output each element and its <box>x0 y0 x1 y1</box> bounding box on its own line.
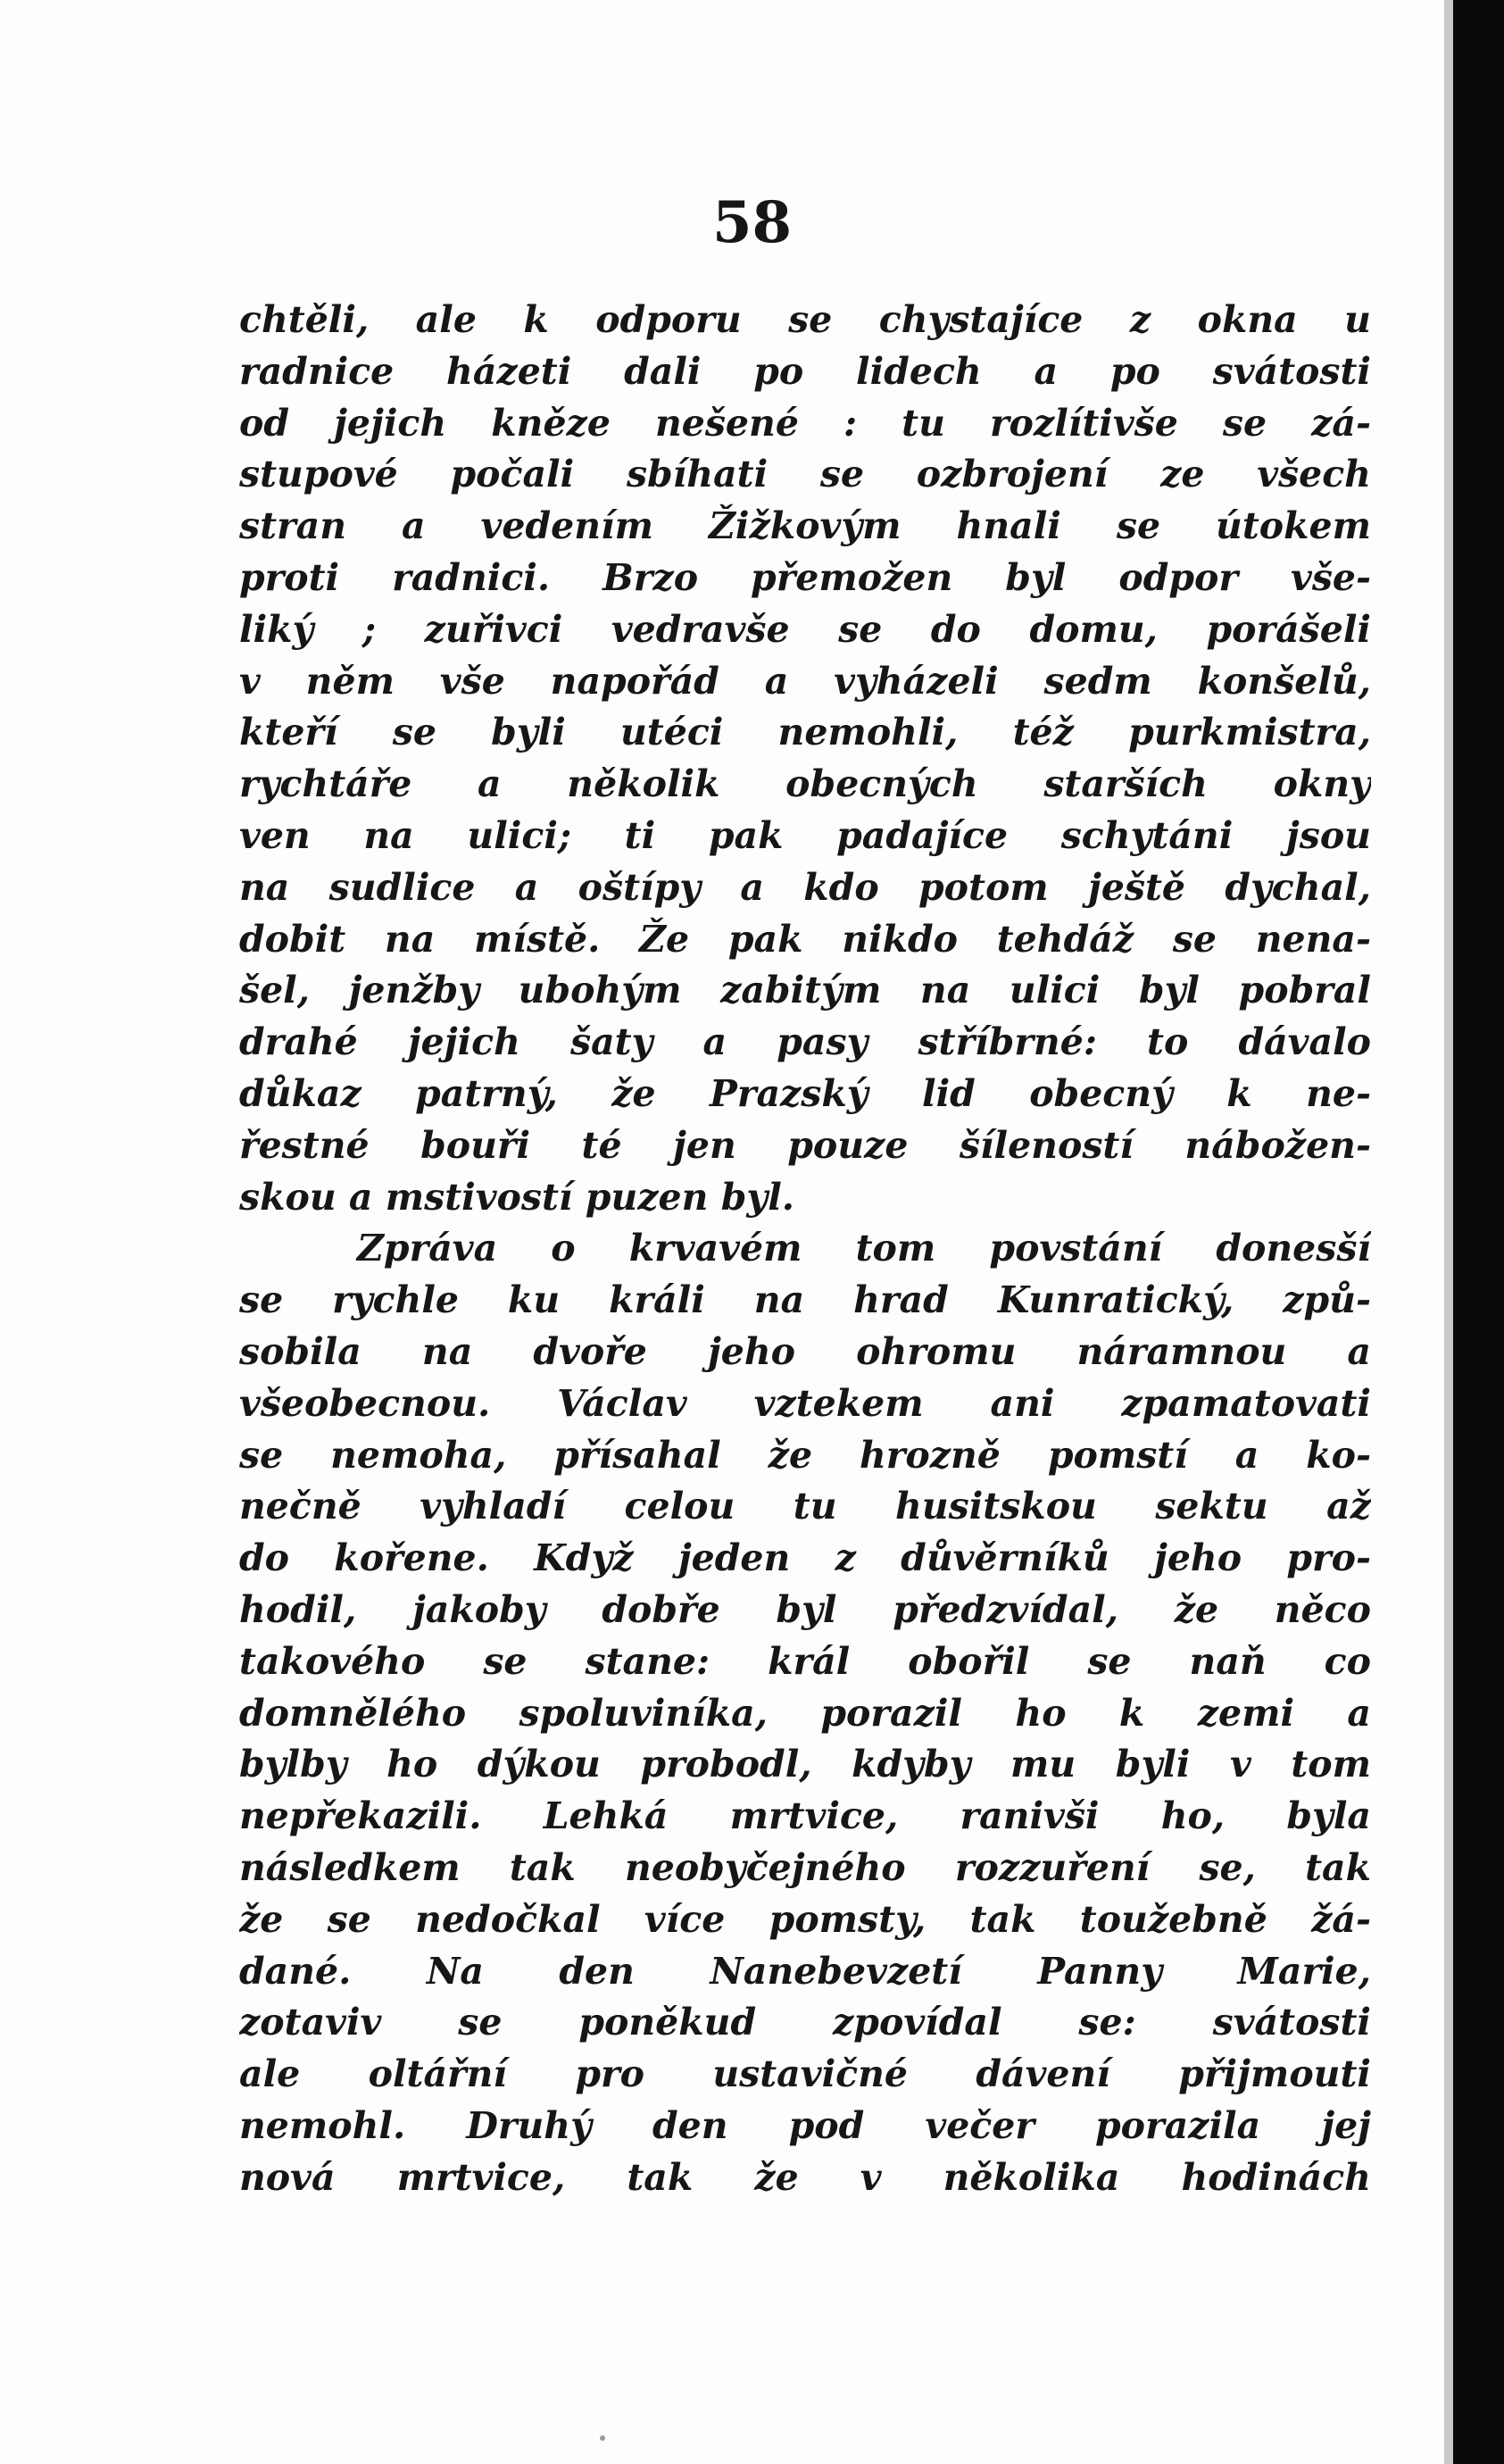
text-line: do kořene. Když jeden z důvěrníků jeho pro- <box>239 1536 1371 1580</box>
text-line: stupové počali sbíhati se ozbrojení ze všech <box>239 453 1371 496</box>
text-line: domnělého spoluviníka, porazil ho k zemi a <box>239 1691 1371 1735</box>
body-text <box>239 295 1371 2203</box>
text-line: bylby ho dýkou probodl, kdyby mu byli v tom <box>239 1743 1371 1786</box>
text-line: takového se stane: král obořil se naň co <box>239 1639 1371 1683</box>
text-line: na sudlice a oštípy a kdo potom ještě dychal, <box>239 865 1371 909</box>
text-line: důkaz patrný, že Prazský lid obecný k ne- <box>239 1071 1371 1115</box>
text-line: proti radnici. Brzo přemožen byl odpor vše- <box>239 555 1371 599</box>
text-line: ale oltářní pro ustavičné dávení přijmouti <box>239 2052 1371 2096</box>
text-line: sobila na dvoře jeho ohromu náramnou a <box>239 1329 1371 1373</box>
text-line: stran a vedením Žižkovým hnali se útokem <box>239 504 1371 548</box>
text-line: chtěli, ale k odporu se chystajíce z okna u <box>239 298 1371 341</box>
text-line: od jejich kněze nešené : tu rozlítivše se zá- <box>239 401 1371 445</box>
text-line: ven na ulici; ti pak padajíce schytáni jsou <box>239 813 1371 857</box>
text-line: nečně vyhladí celou tu husitskou sektu až <box>239 1485 1371 1528</box>
text-line: se nemoha, přísahal že hrozně pomstí a ko- <box>239 1433 1371 1477</box>
text-line: šel, jenžby ubohým zabitým na ulici byl pobral <box>239 969 1371 1012</box>
text-line: nová mrtvice, tak že v několika hodinách <box>239 2155 1371 2199</box>
text-line: následkem tak neobyčejného rozzuření se, tak <box>239 1845 1371 1889</box>
text-line: dobit na místě. Že pak nikdo tehdáž se nena- <box>239 917 1371 961</box>
text-line: zotaviv se poněkud zpovídal se: svátosti <box>239 2001 1371 2044</box>
text-line: Zpráva o krvavém tom povstání donesší <box>357 1227 1371 1270</box>
text-line: drahé jejich šaty a pasy stříbrné: to dávalo <box>239 1020 1371 1064</box>
text-line: skou a mstivostí puzen byl. <box>239 1175 795 1219</box>
scan-edge-shadow <box>1444 0 1453 2464</box>
text-line: v něm vše napořád a vyházeli sedm konšelů, <box>239 659 1371 703</box>
text-line: rychtáře a několik obecných starších okny <box>239 762 1371 806</box>
page-number: 58 <box>711 189 793 256</box>
text-line: dané. Na den Nanebevzetí Panny Marie, <box>239 1949 1371 1993</box>
text-line: liký ; zuřivci vedravše se do domu, porášeli <box>239 607 1371 651</box>
text-line: se rychle ku králi na hrad Kunratický, způ- <box>239 1278 1371 1322</box>
text-line: že se nedočkal více pomsty, tak toužebně žá- <box>239 1897 1371 1941</box>
paper-speck <box>600 2435 605 2441</box>
text-line: nepřekazili. Lehká mrtvice, ranivši ho, byla <box>239 1794 1371 1838</box>
scan-edge-border <box>1453 0 1504 2464</box>
text-line: nemohl. Druhý den pod večer porazila jej <box>239 2103 1371 2147</box>
text-line: řestné bouři té jen pouze šíleností nábožen- <box>239 1123 1371 1167</box>
text-line: všeobecnou. Václav vztekem ani zpamatovati <box>239 1381 1371 1425</box>
text-line: radnice házeti dali po lidech a po svátosti <box>239 349 1371 393</box>
text-line: kteří se byli utéci nemohli, též purkmistra, <box>239 711 1371 754</box>
text-line: hodil, jakoby dobře byl předzvídal, že něco <box>239 1587 1371 1631</box>
